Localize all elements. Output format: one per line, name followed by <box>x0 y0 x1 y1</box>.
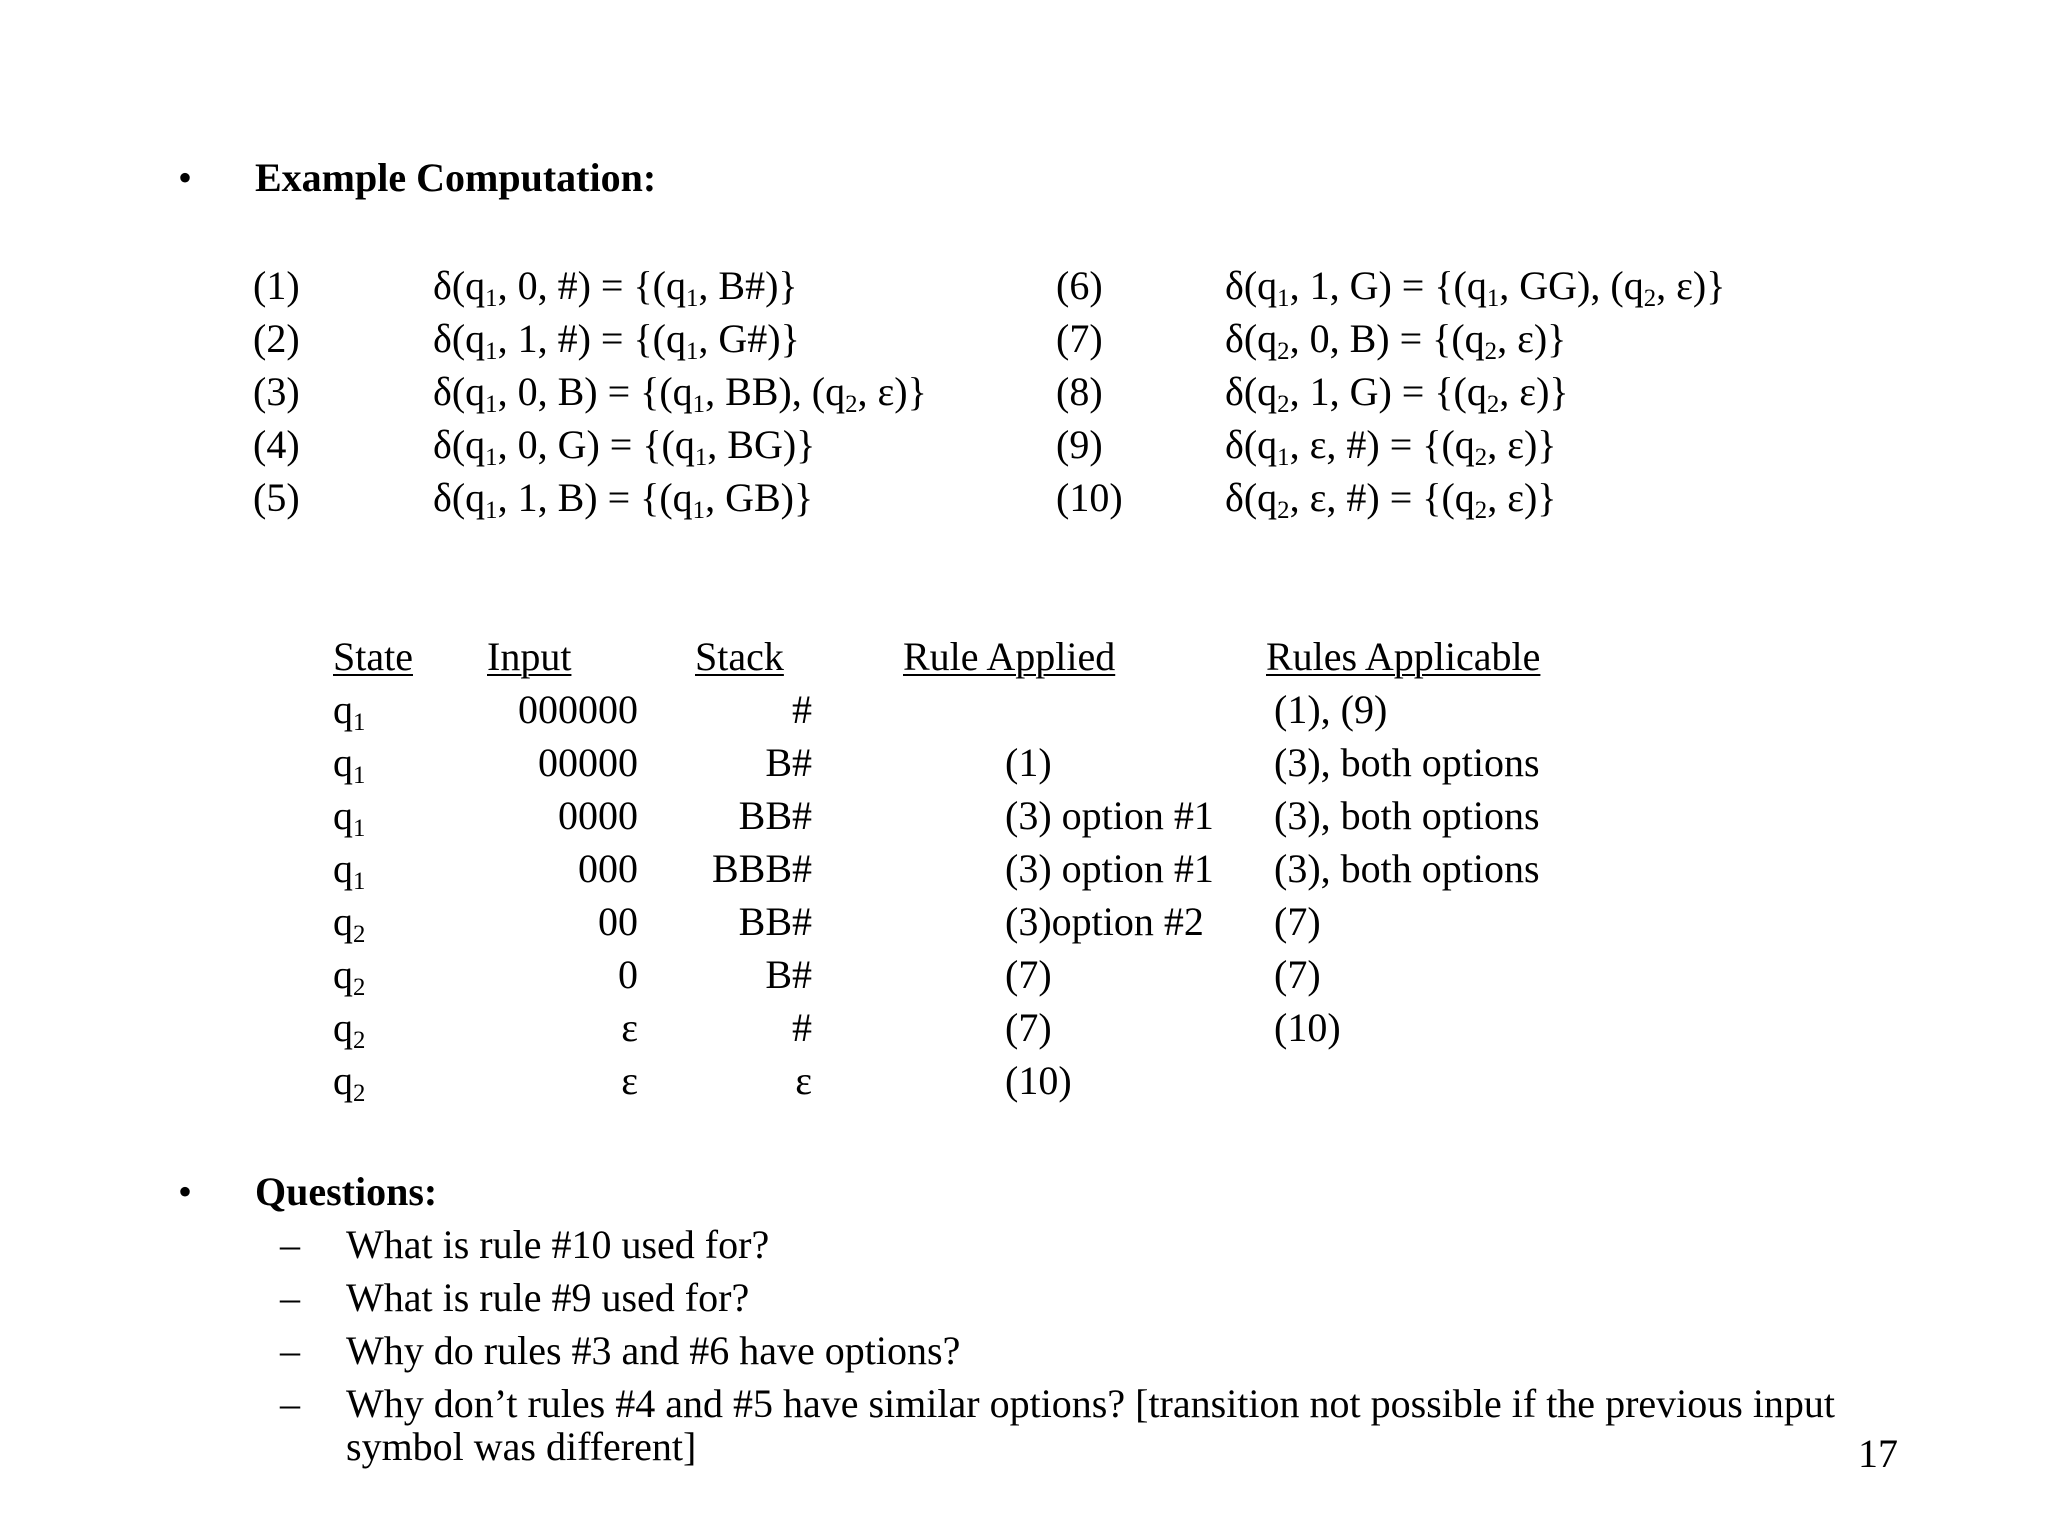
question-item-continuation: symbol was different] <box>346 1424 697 1469</box>
cell-stack: B# <box>765 740 812 785</box>
rule-right-number: (7) <box>1056 316 1103 361</box>
rule-left-number: (5) <box>253 475 300 520</box>
cell-input: 000000 <box>518 687 638 732</box>
rule-right-number: (6) <box>1056 263 1103 308</box>
cell-state: $q_1$ <box>333 687 366 736</box>
rule-right-number: (8) <box>1056 369 1103 414</box>
question-dash: – <box>280 1275 300 1320</box>
cell-stack: BB# <box>738 899 812 944</box>
cell-state: $q_1$ <box>333 793 366 842</box>
table-header-stack: Stack <box>695 634 784 679</box>
rule-right-number: (9) <box>1056 422 1103 467</box>
table-header-input: Input <box>487 634 572 679</box>
cell-rule-applied: (3) option #1 <box>1005 793 1214 838</box>
cell-rule-applied: (10) <box>1005 1058 1072 1103</box>
rule-left-formula: $\delta(q_1$, 0, $G) = \{(q_1$, BG)} <box>433 422 816 471</box>
rule-left-formula: $\delta(q_1$, 1, #) = {($q_1$, G#)} <box>433 316 800 365</box>
cell-rule-applied: (3)option #2 <box>1005 899 1204 944</box>
rule-left-number: (1) <box>253 263 300 308</box>
heading-questions: Questions: <box>255 1169 438 1214</box>
cell-rules-applicable: (7) <box>1274 899 1321 944</box>
cell-state: $q_2$ <box>333 899 366 948</box>
rule-right-formula: $\delta(q_1$, 1, $G) = \{(q_1$, GG), ($q_2$, ε)} <box>1225 263 1726 312</box>
cell-state: $q_2$ <box>333 1058 366 1107</box>
cell-stack: # <box>792 1005 812 1050</box>
question-item: Why do rules #3 and #6 have options? <box>346 1328 961 1373</box>
rule-right-number: (10) <box>1056 475 1123 520</box>
cell-input: 0 <box>618 952 638 997</box>
question-dash: – <box>280 1328 300 1373</box>
question-dash: – <box>280 1381 300 1426</box>
rule-left-formula: $\delta(q_1$, 1, $B) = \{(q_1$, GB)} <box>433 475 814 524</box>
rule-left-formula: $\delta(q_1$, 0, #) = {($q_1$, B#)} <box>433 263 798 312</box>
question-item: What is rule #9 used for? <box>346 1275 750 1320</box>
table-header-rule-applied: Rule Applied <box>903 634 1116 679</box>
cell-rule-applied: (7) <box>1005 1005 1052 1050</box>
rule-left-number: (3) <box>253 369 300 414</box>
cell-state: $q_1$ <box>333 740 366 789</box>
cell-input: 00 <box>598 899 638 944</box>
cell-rules-applicable: (3), both options <box>1274 740 1540 785</box>
cell-input: ε <box>621 1005 638 1050</box>
rule-right-formula: $\delta(q_2$, 0, $B) = \{(q_2$, ε)} <box>1225 316 1567 365</box>
cell-rules-applicable: (10) <box>1274 1005 1341 1050</box>
rule-left-number: (4) <box>253 422 300 467</box>
cell-stack: ε <box>795 1058 812 1103</box>
rule-right-formula: $\delta(q_1$, ε, #) = {($q_2$, ε)} <box>1225 422 1557 471</box>
heading-example-computation: Example Computation: <box>255 155 657 200</box>
cell-rule-applied: (1) <box>1005 740 1052 785</box>
table-header-rules-applicable: Rules Applicable <box>1266 634 1541 679</box>
cell-stack: B# <box>765 952 812 997</box>
cell-rules-applicable: (3), both options <box>1274 846 1540 891</box>
cell-rule-applied: (3) option #1 <box>1005 846 1214 891</box>
cell-state: $q_2$ <box>333 952 366 1001</box>
cell-input: 000 <box>578 846 638 891</box>
cell-rules-applicable: (1), (9) <box>1274 687 1388 732</box>
rule-left-number: (2) <box>253 316 300 361</box>
question-dash: – <box>280 1222 300 1267</box>
cell-input: 00000 <box>538 740 638 785</box>
cell-stack: BBB# <box>711 846 812 891</box>
bullet-questions: • <box>178 1169 193 1214</box>
page-number: 17 <box>1858 1431 1898 1476</box>
table-header-state: State <box>333 634 413 679</box>
rule-right-formula: $\delta(q_2$, ε, #) = {($q_2$, ε)} <box>1225 475 1557 524</box>
cell-rules-applicable: (3), both options <box>1274 793 1540 838</box>
question-item: What is rule #10 used for? <box>346 1222 770 1267</box>
cell-rule-applied: (7) <box>1005 952 1052 997</box>
question-item: Why don’t rules #4 and #5 have similar options? [transition not possible if the previous input <box>346 1381 1836 1426</box>
cell-state: $q_2$ <box>333 1005 366 1054</box>
cell-input: 0000 <box>558 793 638 838</box>
rule-right-formula: $\delta(q_2$, 1, $G) = \{(q_2$, ε)} <box>1225 369 1569 418</box>
bullet-example: • <box>178 155 193 200</box>
cell-stack: BB# <box>738 793 812 838</box>
cell-input: ε <box>621 1058 638 1103</box>
cell-stack: # <box>792 687 812 732</box>
rule-left-formula: $\delta(q_1$, 0, $B) = \{(q_1$, BB), ($q_2$, ε)} <box>433 369 927 418</box>
cell-state: $q_1$ <box>333 846 366 895</box>
cell-rules-applicable: (7) <box>1274 952 1321 997</box>
